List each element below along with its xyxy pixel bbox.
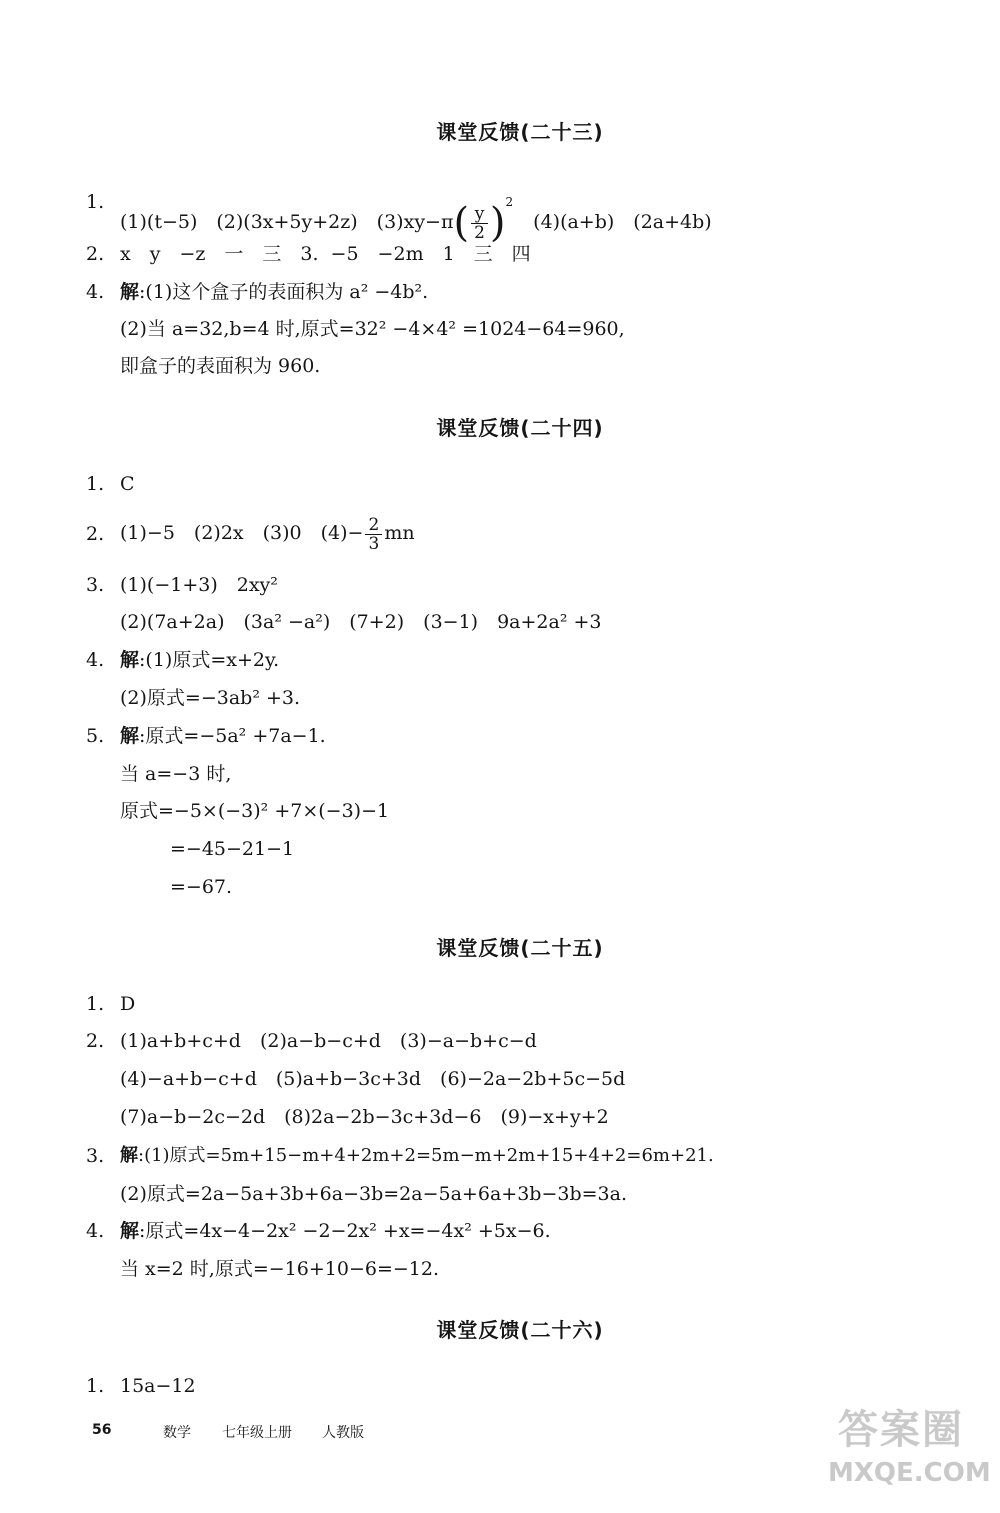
answer-line: (2)(7a+2a) (3a² −a²) (7+2) (3−1) 9a+2a² +3 xyxy=(120,611,602,633)
answer-text: :原式=4x−4−2x² −2−2x² +x=−4x² +5x−6. xyxy=(139,1220,551,1242)
question-number: 3. xyxy=(86,1145,105,1167)
answer-line xyxy=(120,508,415,558)
answer-line xyxy=(120,176,712,248)
section-title: 课堂反馈(二十三) xyxy=(436,120,604,144)
answer-text: :(1)原式=x+2y. xyxy=(139,649,280,671)
answer-line: (2)原式=−3ab² +3. xyxy=(120,687,301,709)
answer-line: (7)a−b−2c−2d (8)2a−2b−3c+3d−6 (9)−x+y+2 xyxy=(120,1106,609,1128)
question-number: 3. xyxy=(86,574,105,596)
footer-grade: 七年级上册 xyxy=(222,1425,292,1441)
section-title: 课堂反馈(二十四) xyxy=(436,416,604,440)
watermark-url: MXQE.COM xyxy=(828,1458,991,1488)
answer-line xyxy=(120,1219,551,1243)
solution-label: 解 xyxy=(120,1220,140,1242)
answer-line xyxy=(120,724,326,748)
answer-line: 当 x=2 时,原式=−16+10−6=−12. xyxy=(120,1258,440,1280)
watermark-logo: 答案圈 xyxy=(838,1407,964,1453)
solution-label: 解 xyxy=(120,725,140,747)
answer-line xyxy=(120,648,279,672)
answer-line: =−67. xyxy=(170,876,233,898)
footer-subject: 数学 xyxy=(163,1425,191,1441)
answer-line: (1)a+b+c+d (2)a−b−c+d (3)−a−b+c−d xyxy=(120,1030,537,1052)
fraction-numerator: 2 xyxy=(365,516,382,535)
answer-text: (1)(t−5) (2)(3x+5y+2z) (3)xy−π xyxy=(120,211,454,233)
question-number: 1. xyxy=(86,191,105,213)
fraction-numerator: y xyxy=(471,205,488,224)
section-title: 课堂反馈(二十五) xyxy=(436,936,604,960)
footer-edition: 人教版 xyxy=(322,1425,364,1441)
question-number: 4. xyxy=(86,1220,105,1242)
section-title: 课堂反馈(二十六) xyxy=(436,1318,604,1342)
fraction xyxy=(471,205,488,242)
left-paren: ( xyxy=(453,200,470,246)
answer-text: :(1)原式=5m+15−m+4+2m+2=5m−m+2m+15+4+2=6m+21. xyxy=(138,1145,714,1166)
question-number: 1. xyxy=(86,473,105,495)
answer-text: (1)−5 (2)2x (3)0 (4)− xyxy=(120,522,364,544)
page-number: 56 xyxy=(92,1422,112,1438)
right-paren: ) xyxy=(489,200,506,246)
fraction xyxy=(365,516,382,553)
solution-label: 解 xyxy=(120,1145,138,1166)
question-number: 2. xyxy=(86,523,105,545)
answer-line: =−45−21−1 xyxy=(170,838,295,860)
fraction-denominator: 2 xyxy=(474,222,485,243)
answer-text: mn xyxy=(384,522,415,544)
question-number: 1. xyxy=(86,1375,105,1397)
answer-line: (2)原式=2a−5a+3b+6a−3b=2a−5a+6a+3b−3b=3a. xyxy=(120,1183,627,1205)
answer-line: 即盒子的表面积为 960. xyxy=(120,355,321,377)
answer-line: (2)当 a=32,b=4 时,原式=32² −4×4² =1024−64=960, xyxy=(120,318,625,340)
answer-text: :原式=−5a² +7a−1. xyxy=(139,725,326,747)
answer-line: 15a−12 xyxy=(120,1375,196,1397)
answer-line xyxy=(120,280,428,304)
question-number: 4. xyxy=(86,281,105,303)
answer-line: (4)−a+b−c+d (5)a+b−3c+3d (6)−2a−2b+5c−5d xyxy=(120,1068,626,1090)
answer-line: 当 a=−3 时, xyxy=(120,763,232,785)
question-number: 1. xyxy=(86,993,105,1015)
answer-line xyxy=(120,1144,714,1168)
answer-text: :(1)这个盒子的表面积为 a² −4b². xyxy=(139,281,429,303)
answer-line: C xyxy=(120,473,135,495)
question-number: 4. xyxy=(86,649,105,671)
answer-line: 原式=−5×(−3)² +7×(−3)−1 xyxy=(120,800,390,822)
answer-text: (4)(a+b) (2a+4b) xyxy=(533,211,712,233)
answer-line: D xyxy=(120,993,136,1015)
fraction-denominator: 3 xyxy=(368,533,380,554)
solution-label: 解 xyxy=(120,281,140,303)
answer-line: x y −z 一 三 3. −5 −2m 1 三 四 xyxy=(120,243,531,265)
question-number: 2. xyxy=(86,1030,105,1052)
question-number: 2. xyxy=(86,243,105,265)
solution-label: 解 xyxy=(120,649,140,671)
exponent: 2 xyxy=(505,195,514,209)
question-number: 5. xyxy=(86,725,105,747)
answer-line: (1)(−1+3) 2xy² xyxy=(120,574,278,596)
